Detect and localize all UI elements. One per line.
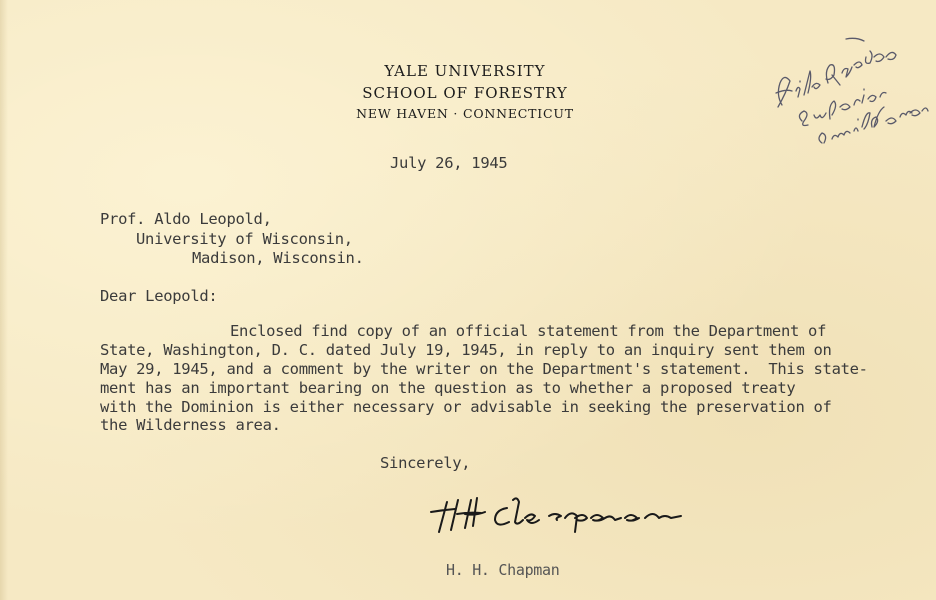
- body-line: May 29, 1945, and a comment by the writer on the Department's statement. This state-: [100, 360, 868, 378]
- recipient-institution: University of Wisconsin,: [136, 230, 353, 248]
- handwritten-signature: [425, 492, 690, 540]
- recipient-name: Prof. Aldo Leopold,: [100, 210, 272, 228]
- body-line: ment has an important bearing on the question as to whether a proposed treaty: [100, 379, 796, 397]
- typed-signer-name: H. H. Chapman: [446, 561, 560, 579]
- letter-date: July 26, 1945: [390, 154, 508, 172]
- body-line: with the Dominion is either necessary or advisable in seeking the preservation of: [100, 398, 832, 416]
- handwritten-margin-note: [760, 35, 930, 155]
- letterhead-university: YALE UNIVERSITY: [384, 62, 546, 80]
- letterhead-school: SCHOOL OF FORESTRY: [362, 84, 568, 102]
- body-line: Enclosed find copy of an official statement from the Department of: [230, 322, 827, 340]
- closing: Sincerely,: [380, 454, 471, 472]
- body-line: the Wilderness area.: [100, 416, 281, 434]
- salutation: Dear Leopold:: [100, 287, 218, 305]
- recipient-city: Madison, Wisconsin.: [192, 249, 364, 267]
- letterhead-location: NEW HAVEN · CONNECTICUT: [356, 106, 574, 121]
- body-line: State, Washington, D. C. dated July 19, 1945, in reply to an inquiry sent them on: [100, 341, 832, 359]
